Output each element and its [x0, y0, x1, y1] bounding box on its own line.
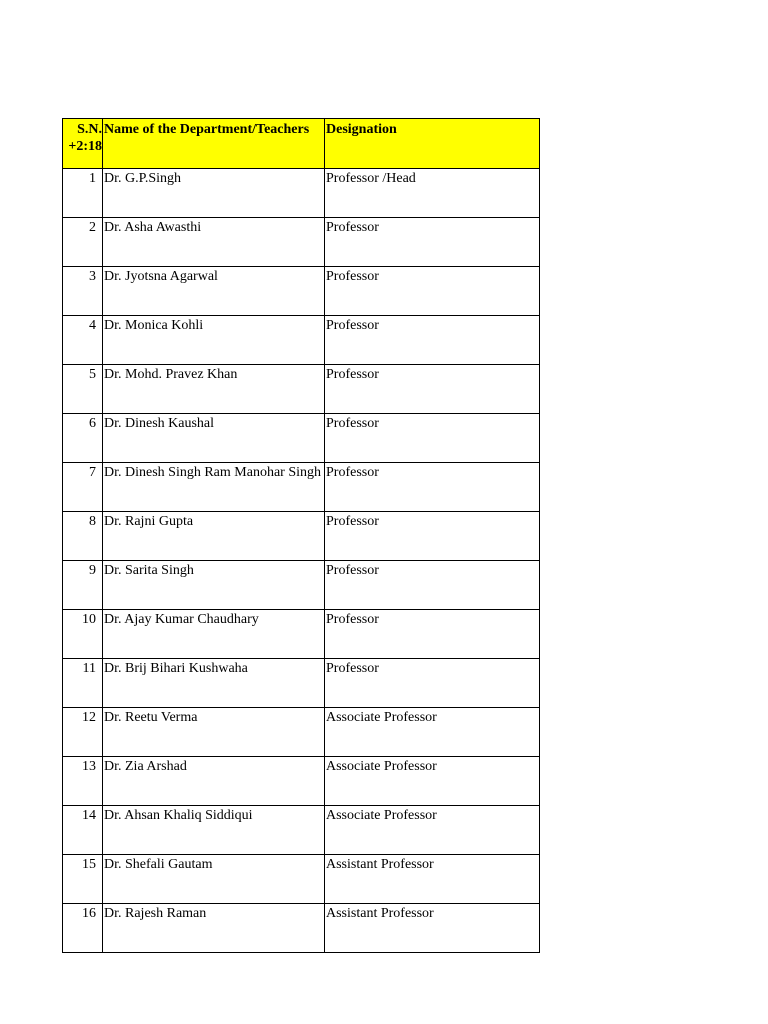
- table-row: [63, 316, 540, 365]
- table-row: [63, 414, 540, 463]
- designation-cell: Professor: [325, 610, 540, 659]
- header-row: [63, 119, 540, 169]
- table-row: [63, 610, 540, 659]
- header-serial-number-line1: S.N.: [77, 122, 102, 137]
- table-row: [63, 218, 540, 267]
- teacher-name-cell: Dr. Ajay Kumar Chaudhary: [103, 610, 325, 659]
- designation-cell: Professor: [325, 316, 540, 365]
- designation-cell: Professor: [325, 561, 540, 610]
- teacher-name-cell: Dr. Zia Arshad: [103, 757, 325, 806]
- designation-cell: Professor: [325, 365, 540, 414]
- header-name: Name of the Department/Teachers: [103, 119, 325, 169]
- teacher-name-cell: Dr. Dinesh Kaushal: [103, 414, 325, 463]
- faculty-table: [62, 118, 540, 953]
- header-serial-number: [63, 119, 103, 169]
- serial-number-cell: 15: [63, 855, 103, 904]
- teacher-name-cell: Dr. Jyotsna Agarwal: [103, 267, 325, 316]
- table-row: [63, 169, 540, 218]
- serial-number-cell: 5: [63, 365, 103, 414]
- serial-number-cell: 6: [63, 414, 103, 463]
- designation-cell: Associate Professor: [325, 757, 540, 806]
- serial-number-cell: 8: [63, 512, 103, 561]
- serial-number-cell: 16: [63, 904, 103, 953]
- table-row: [63, 659, 540, 708]
- header-designation: Designation: [325, 119, 540, 169]
- table-body: [63, 169, 540, 953]
- table-row: [63, 904, 540, 953]
- header-serial-number-line2: +2:18: [68, 139, 102, 154]
- serial-number-cell: 10: [63, 610, 103, 659]
- serial-number-cell: 12: [63, 708, 103, 757]
- teacher-name-cell: Dr. Mohd. Pravez Khan: [103, 365, 325, 414]
- teacher-name-cell: Dr. Reetu Verma: [103, 708, 325, 757]
- serial-number-cell: 11: [63, 659, 103, 708]
- serial-number-cell: 2: [63, 218, 103, 267]
- serial-number-cell: 14: [63, 806, 103, 855]
- designation-cell: Assistant Professor: [325, 904, 540, 953]
- teacher-name-cell: Dr. Monica Kohli: [103, 316, 325, 365]
- table-row: [63, 512, 540, 561]
- teacher-name-cell: Dr. Shefali Gautam: [103, 855, 325, 904]
- serial-number-cell: 9: [63, 561, 103, 610]
- teacher-name-cell: Dr. Asha Awasthi: [103, 218, 325, 267]
- table-row: [63, 267, 540, 316]
- designation-cell: Professor: [325, 659, 540, 708]
- table-row: [63, 463, 540, 512]
- table-header: [63, 119, 540, 169]
- teacher-name-cell: Dr. Ahsan Khaliq Siddiqui: [103, 806, 325, 855]
- serial-number-cell: 3: [63, 267, 103, 316]
- teacher-name-cell: Dr. G.P.Singh: [103, 169, 325, 218]
- designation-cell: Professor: [325, 463, 540, 512]
- designation-cell: Assistant Professor: [325, 855, 540, 904]
- designation-cell: Associate Professor: [325, 708, 540, 757]
- table-row: [63, 757, 540, 806]
- designation-cell: Professor: [325, 218, 540, 267]
- designation-cell: Professor: [325, 512, 540, 561]
- table-row: [63, 708, 540, 757]
- teacher-name-cell: Dr. Dinesh Singh Ram Manohar Singh: [103, 463, 325, 512]
- table-row: [63, 855, 540, 904]
- teacher-name-cell: Dr. Rajni Gupta: [103, 512, 325, 561]
- serial-number-cell: 7: [63, 463, 103, 512]
- serial-number-cell: 13: [63, 757, 103, 806]
- designation-cell: Professor: [325, 267, 540, 316]
- designation-cell: Professor /Head: [325, 169, 540, 218]
- teacher-name-cell: Dr. Sarita Singh: [103, 561, 325, 610]
- table-row: [63, 365, 540, 414]
- teacher-name-cell: Dr. Rajesh Raman: [103, 904, 325, 953]
- designation-cell: Associate Professor: [325, 806, 540, 855]
- table-row: [63, 806, 540, 855]
- designation-cell: Professor: [325, 414, 540, 463]
- serial-number-cell: 1: [63, 169, 103, 218]
- teacher-name-cell: Dr. Brij Bihari Kushwaha: [103, 659, 325, 708]
- serial-number-cell: 4: [63, 316, 103, 365]
- table-row: [63, 561, 540, 610]
